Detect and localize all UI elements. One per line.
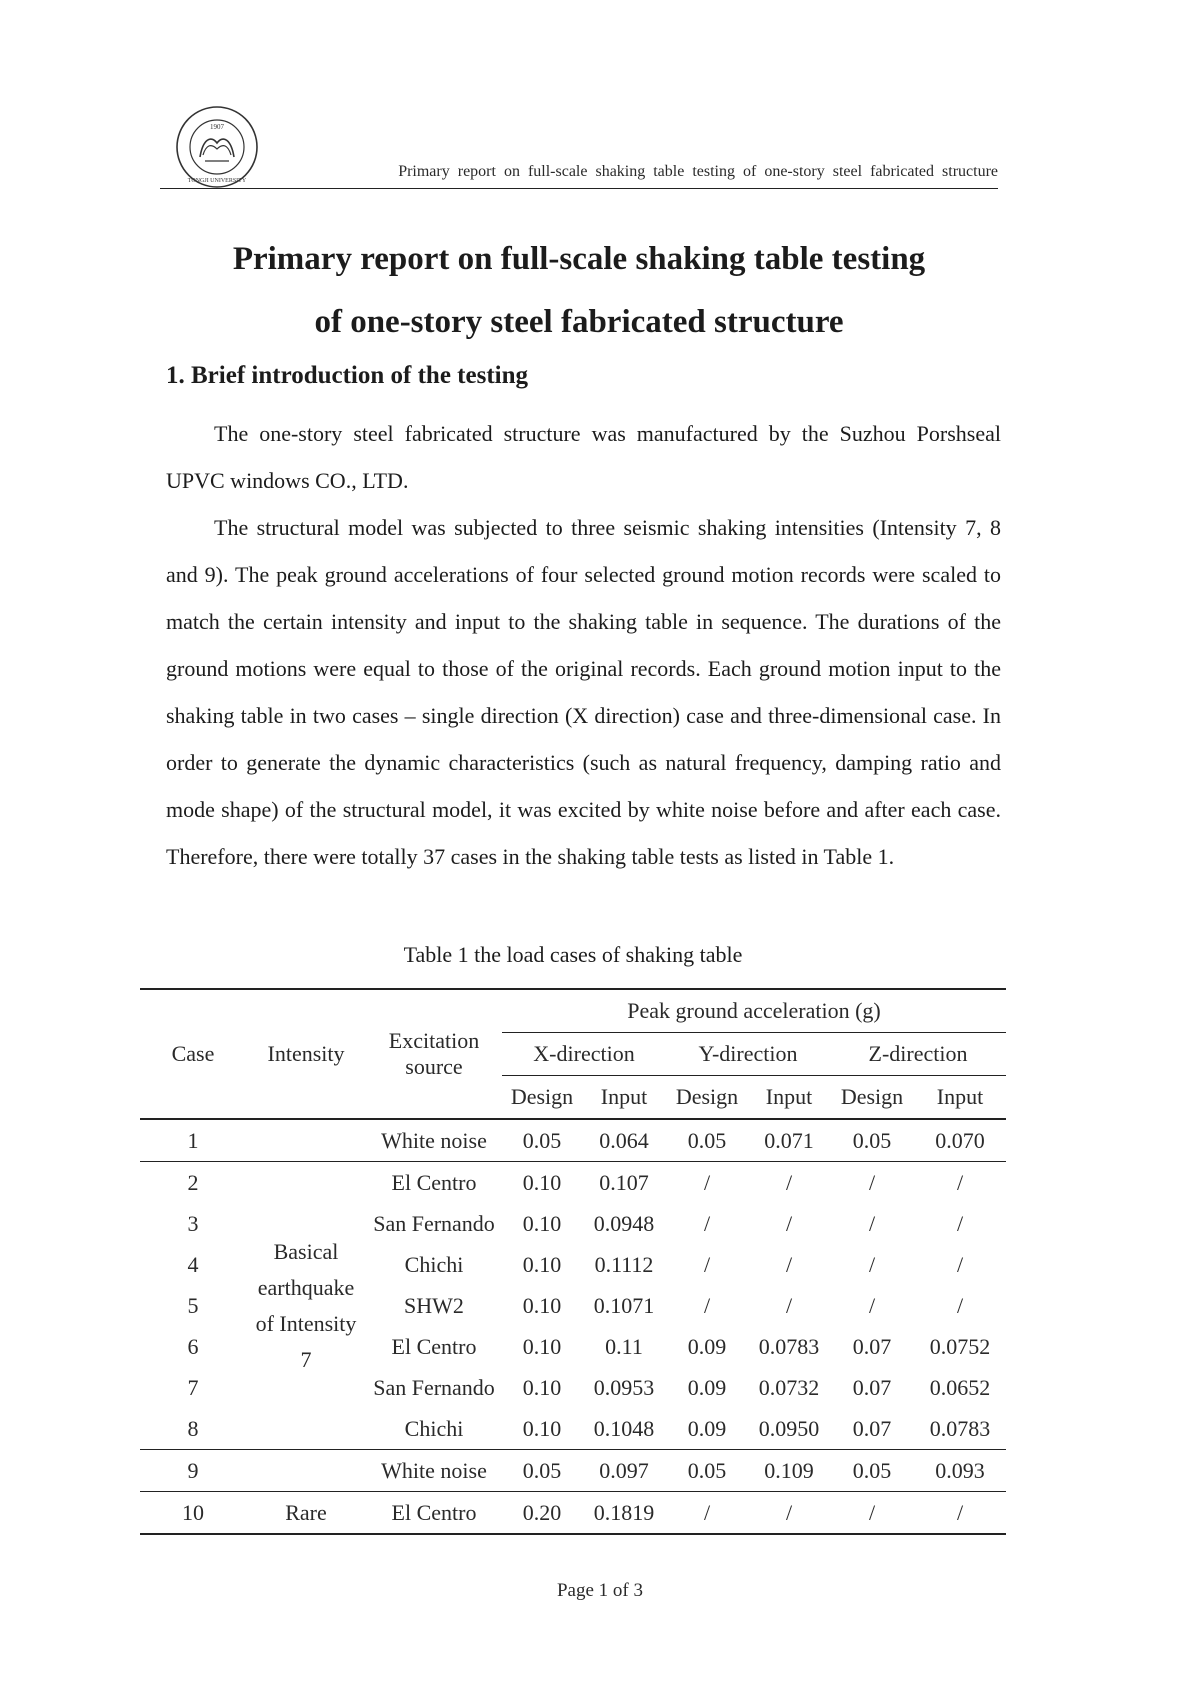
cell-y-design: 0.09 [666, 1408, 748, 1450]
cell-x-input: 0.1048 [582, 1408, 666, 1450]
cell-x-input: 0.0953 [593, 1374, 655, 1400]
cell-z-design: 0.07 [852, 1333, 892, 1359]
cell-x-design: 0.05 [502, 1119, 582, 1162]
table-caption: Table 1 the load cases of shaking table [403, 942, 743, 967]
cell-y-input: / [785, 1210, 793, 1236]
cell-case: 5 [187, 1292, 199, 1318]
cell-case: 6 [187, 1333, 199, 1359]
cell-case: 1 [140, 1119, 246, 1162]
col-header-z-input: Input [914, 1076, 1006, 1120]
cell-x-design: 0.10 [522, 1292, 562, 1318]
table-row [140, 1492, 1006, 1535]
cell-source: San Fernando [373, 1374, 495, 1400]
cell-source: El Centro [391, 1499, 477, 1525]
intensity-line-2: earthquake [257, 1274, 355, 1300]
cell-y-design: / [703, 1251, 711, 1277]
table-row [140, 1119, 1006, 1162]
seal-text: TONGJI UNIVERSITY [187, 178, 247, 184]
cell-intensity [246, 1450, 366, 1492]
cell-y-input: / [785, 1292, 793, 1318]
cell-y-design: / [703, 1169, 711, 1195]
cell-source: El Centro [391, 1169, 477, 1195]
intensity-line-1: Basical [273, 1238, 339, 1264]
cell-x-input: 0.11 [605, 1333, 643, 1359]
cell-x-input: 0.1112 [594, 1251, 654, 1277]
cell-z-input: 0.070 [914, 1119, 1006, 1162]
cell-y-input: 0.0783 [758, 1333, 820, 1359]
cell-x-design: 0.10 [522, 1333, 562, 1359]
cell-y-input: / [785, 1499, 793, 1525]
cell-source: San Fernando [373, 1210, 495, 1236]
cell-z-design: 0.05 [830, 1119, 914, 1162]
cell-x-design: 0.10 [522, 1210, 562, 1236]
cell-source: Chichi [404, 1251, 464, 1277]
cell-y-input: / [785, 1251, 793, 1277]
cell-z-input: 0.0783 [914, 1408, 1006, 1450]
col-header-case: Case [140, 989, 246, 1119]
cell-y-design: 0.09 [687, 1374, 727, 1400]
cell-z-design: 0.07 [830, 1408, 914, 1450]
cell-z-input: 0.0652 [929, 1374, 991, 1400]
cell-z-design: / [868, 1210, 876, 1236]
paragraph-2: The structural model was subjected to three seismic shaking intensities (Intensity 7, 8 and 9). The peak ground accelerations of four selected ground motion records were scaled to match the certain intensity and input to the shaking table in sequence. The durations of the ground motions were equal to those of the original records. Each ground motion input to the shaking table in two cases – single direction (X direction) case and three-dimensional case. In order to generate the dynamic characteristics (such as natural frequency, damping ratio and mode shape) of the structural model, it was excited by white noise before and after each case. Therefore, there were totally 37 cases in the shaking table tests as listed in Table 1. [166, 515, 1001, 869]
cell-z-input: / [956, 1499, 964, 1525]
cell-case: 3 [187, 1210, 199, 1236]
source-header-line-2: source [405, 1054, 463, 1079]
cell-x-input: 0.1819 [593, 1499, 655, 1525]
cell-z-input: 0.0752 [929, 1333, 991, 1359]
cell-z-input: / [956, 1210, 964, 1236]
section-heading: 1. Brief introduction of the testing [166, 362, 529, 389]
cell-source: Chichi [366, 1408, 502, 1450]
cell-x-input: 0.097 [582, 1450, 666, 1492]
col-header-x-design: Design [502, 1076, 582, 1120]
col-header-z-direction: Z-direction [830, 1033, 1006, 1076]
cell-y-input: 0.0950 [748, 1408, 830, 1450]
cell-x-design: 0.05 [502, 1450, 582, 1492]
intensity-line-4: 7 [300, 1346, 312, 1372]
cell-y-design: / [703, 1499, 711, 1525]
header-divider [160, 188, 998, 189]
cell-z-input: / [956, 1292, 964, 1318]
source-header-line-1: Excitation [388, 1028, 480, 1053]
col-header-source [366, 989, 502, 1119]
cell-y-input: 0.0732 [758, 1374, 820, 1400]
cell-case: 8 [140, 1408, 246, 1450]
col-header-y-design: Design [666, 1076, 748, 1120]
cell-intensity-rare: Rare [285, 1499, 327, 1525]
cell-x-design: 0.10 [522, 1251, 562, 1277]
cell-y-input: 0.109 [748, 1450, 830, 1492]
cell-case: 4 [187, 1251, 199, 1277]
cell-x-design: 0.20 [522, 1499, 562, 1525]
col-header-y-direction: Y-direction [666, 1033, 830, 1076]
col-header-x-direction: X-direction [502, 1033, 666, 1076]
paragraph-1: The one-story steel fabricated structure was manufactured by the Suzhou Porshseal UPVC windows CO., LTD. [166, 421, 1001, 493]
cell-x-input: 0.1071 [593, 1292, 655, 1318]
cell-source: El Centro [391, 1333, 477, 1359]
cell-x-input: 0.0948 [593, 1210, 655, 1236]
cell-y-input: 0.071 [748, 1119, 830, 1162]
load-cases-table [140, 988, 1006, 1535]
cell-y-design: 0.09 [687, 1333, 727, 1359]
cell-source: SHW2 [404, 1292, 464, 1318]
col-header-z-design: Design [830, 1076, 914, 1120]
cell-z-input: / [956, 1251, 964, 1277]
cell-z-design: / [868, 1499, 876, 1525]
cell-source: White noise [366, 1119, 502, 1162]
cell-z-input: / [956, 1169, 964, 1195]
cell-z-design: 0.05 [830, 1450, 914, 1492]
cell-x-design: 0.10 [522, 1169, 562, 1195]
cell-y-input: / [785, 1169, 793, 1195]
col-header-pga: Peak ground acceleration (g) [502, 989, 1006, 1033]
page-number: Page 1 of 3 [556, 1580, 643, 1601]
cell-x-design: 0.10 [502, 1408, 582, 1450]
running-header-title: Primary report on full-scale shaking table testing of one-story steel fabricated structure [398, 163, 998, 180]
title-line-2: of one-story steel fabricated structure [314, 304, 844, 340]
body-text [166, 410, 1001, 880]
cell-y-design: 0.05 [666, 1119, 748, 1162]
table-row [140, 1162, 1006, 1204]
cell-x-input: 0.064 [582, 1119, 666, 1162]
cell-y-design: 0.05 [666, 1450, 748, 1492]
cell-z-design: / [868, 1292, 876, 1318]
cell-source: White noise [366, 1450, 502, 1492]
cell-y-design: / [703, 1292, 711, 1318]
cell-x-input: 0.107 [599, 1169, 649, 1195]
cell-case: 9 [140, 1450, 246, 1492]
document-title [160, 228, 998, 354]
cell-case: 2 [187, 1169, 199, 1195]
cell-z-design: 0.07 [852, 1374, 892, 1400]
cell-intensity [246, 1119, 366, 1162]
cell-case: 7 [187, 1374, 199, 1400]
cell-y-design: / [703, 1210, 711, 1236]
cell-intensity-basical [246, 1162, 366, 1450]
cell-z-input: 0.093 [914, 1450, 1006, 1492]
intensity-line-3: of Intensity [255, 1310, 357, 1336]
title-line-1: Primary report on full-scale shaking table testing [232, 241, 926, 277]
cell-z-design: / [868, 1169, 876, 1195]
col-header-intensity: Intensity [246, 989, 366, 1119]
col-header-y-input: Input [748, 1076, 830, 1120]
seal-year: 1907 [210, 123, 224, 131]
cell-case: 10 [182, 1499, 204, 1525]
table-row [140, 1450, 1006, 1492]
col-header-x-input: Input [582, 1076, 666, 1120]
cell-z-design: / [868, 1251, 876, 1277]
cell-x-design: 0.10 [522, 1374, 562, 1400]
